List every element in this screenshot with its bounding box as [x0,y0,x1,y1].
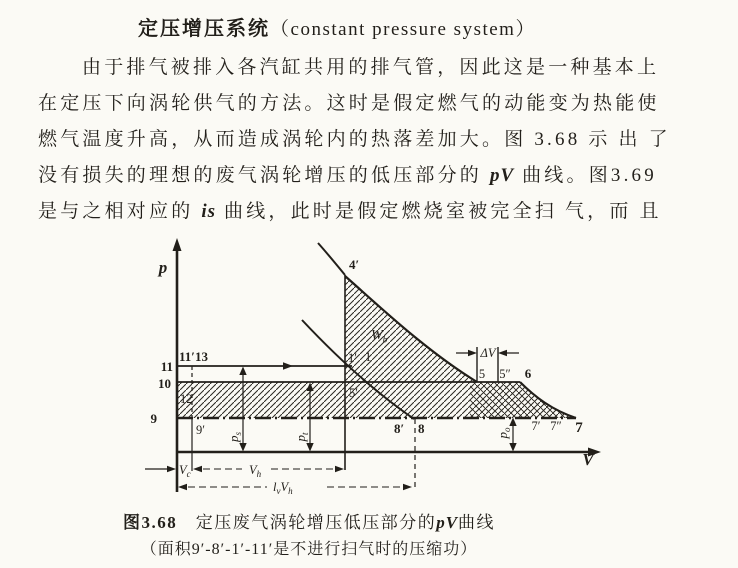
vc-symbol: V [179,463,187,477]
vh-symbol: V [249,463,257,477]
pt-subscript: t [300,432,310,436]
point-label-1: 1 [365,350,372,364]
p-axis-label: p [158,258,168,277]
turbine-pressure-label [293,432,310,443]
flow-direction-arrowhead [283,362,293,370]
stroke-volume-dimension [193,466,344,472]
po-symbol: p [495,432,510,439]
stroke-volume-label [249,463,262,479]
caption-figure-number: 图3.68 [122,513,178,532]
clearance-volume-label [179,463,191,479]
point-label-5: 5 [478,367,486,381]
total-volume-label [273,480,293,496]
axis-tick-11: 11 [160,359,173,374]
delta-v-left-arrowhead [468,350,477,356]
body-line: 在定压下向涡轮供气的方法。这时是假定燃气的动能变为热能使 [38,93,660,114]
clearance-volume-dimension [145,466,176,472]
lv-subscript: v [276,486,281,496]
caption-text-end: 曲线 [458,513,496,532]
point-label-4p: 4′ [349,257,360,272]
axis-tick-9: 9 [150,411,157,426]
ambient-pressure-label [495,427,512,440]
scavenge-pressure-label [226,432,243,444]
delta-v-right-arrowhead [498,350,507,356]
cylinder-expansion-curve [318,243,345,275]
caption-line-2: （面积9′-8′-1′-11′是不进行扫气时的压缩功） [140,541,478,558]
pt-symbol: p [293,435,308,442]
figure-caption [0,509,618,563]
work-subscript: b [382,335,388,346]
body-line: 燃气温度升高，从而造成涡轮内的热落差加大。图 3.68 示 出 了 [38,129,671,150]
vc-subscript: c [186,469,191,479]
point-label-8p: 8′ [394,421,405,436]
point-label-6: 6 [524,366,532,381]
point-label-7p: 7′ [531,419,541,433]
caption-line-1 [0,509,618,536]
heading-chinese: 定压增压系统 [138,18,271,40]
point-label-7pp: 7″ [550,419,562,433]
point-label-7: 7 [575,420,583,436]
lv-v-subscript: h [288,486,293,496]
ambient-pressure-arrow [509,418,516,452]
lv-v-symbol: V [280,480,289,494]
math-symbol-pv: pV [489,165,515,186]
caption-text: 定压废气涡轮增压低压部分的 [177,513,437,532]
caption-pv-symbol: pV [436,513,459,532]
vh-subscript: h [256,469,262,479]
delta-v-label: ΔV [480,346,496,360]
total-volume-dimension [178,484,412,490]
ps-subscript: s [233,431,243,436]
point-label-9p: 9′ [196,423,205,437]
p-axis-arrowhead [173,238,182,251]
point-label-8: 8 [418,421,425,436]
body-line-text: 没有损失的理想的废气涡轮增压的低压部分的 [38,165,490,186]
heading-english: （constant pressure system） [270,19,536,40]
lv-symbol: l [273,480,277,494]
axis-tick-10: 10 [158,376,171,391]
hatch-blowdown-work-area [345,276,477,382]
body-line-text: 曲线。图3.69 [514,165,657,186]
point-label-5p: 5′ [349,386,358,400]
po-subscript: o [502,427,512,432]
body-line-text: 曲线，此时是假定燃烧室被完全扫 气，而 且 [216,201,662,222]
point-label-12: 12 [180,392,193,406]
math-symbol-is: is [201,201,217,222]
v-axis-label: V [582,450,594,469]
body-line-text: 是与之相对应的 [38,201,202,222]
work-symbol: W [371,328,383,343]
point-label-11p-13: 11′13 [179,349,208,364]
point-label-1p: 1′ [348,351,357,365]
point-label-5pp: 5″ [499,367,511,381]
ps-symbol: p [226,435,241,443]
body-line: 由于排气被排入各汽缸共用的排气管，因此这是一种基本上 [82,57,660,78]
